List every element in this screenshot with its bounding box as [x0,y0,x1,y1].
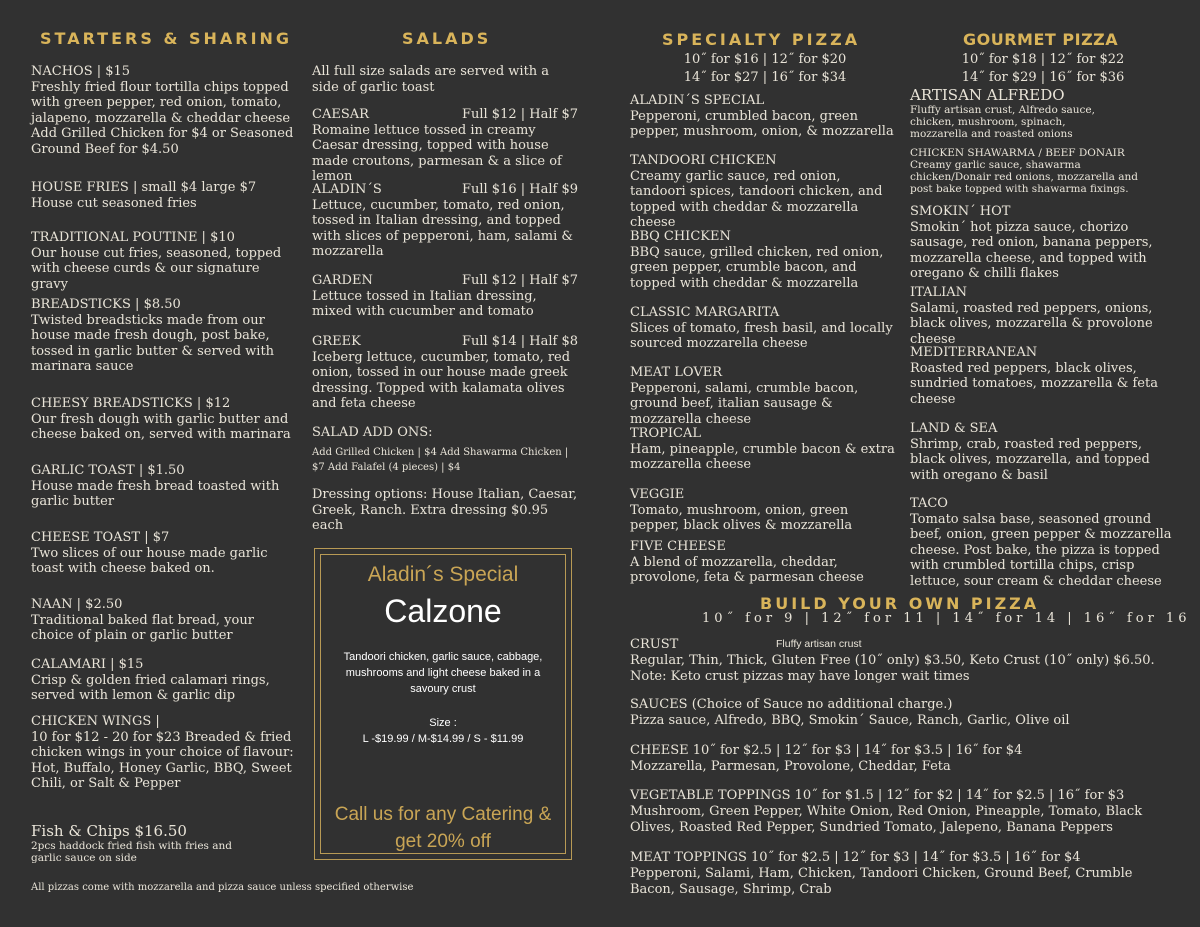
item-name: BREADSTICKS | $8.50 [31,297,181,312]
item-desc: 2pcs haddock fried fish with fries and garlic sauce on side [31,839,233,864]
menu-item [910,496,1178,589]
crust-note: Fluffy artisan crust [776,638,862,650]
menu-item [31,530,299,577]
item-price: Full $14 | Half $8 [461,334,578,349]
item-desc: Our fresh dough with garlic butter and cheese baked on, served with marinara [31,411,291,442]
byo-title: BUILD YOUR OWN PIZZA [760,594,1040,613]
meat-title: MEAT TOPPINGS 10˝ for $2.5 | 12˝ for $3 | 14˝ for $3.5 | 16˝ for $4 [630,850,1081,865]
byo-sizes: 10˝ for 9 | 12˝ for 11 | 14˝ for 14 | 16˝ for 16 [702,611,1191,626]
item-desc: Pepperoni, salami, crumble bacon, ground beef, italian sausage & mozzarella cheese [630,380,859,427]
calzone-sizes [315,715,571,747]
item-desc: Twisted breadsticks made from our house made fresh dough, post bake, tossed in garlic butter & served with marinara sauce [31,312,275,374]
item-desc: Our house cut fries, seasoned, topped with cheese curds & our signature gravy [31,245,282,292]
item-name: CALAMARI | $15 [31,657,144,672]
menu-item [910,421,1178,483]
item-desc: Smokin´ hot pizza sauce, chorizo sausage, red onion, banana peppers, mozzarella cheese, and topped with oregano & chilli flakes [910,219,1153,281]
item-name: FIVE CHEESE [630,539,726,554]
item-name: ALADIN´S SPECIAL [630,93,765,108]
item-name: MEDITERRANEAN [910,345,1038,360]
item-desc: Two slices of our house made garlic toast with cheese baked on. [31,545,268,576]
item-name: TANDOORI CHICKEN [630,153,777,168]
calzone-box [314,548,572,860]
salads-intro: All full size salads are served with a side of garlic toast [312,64,550,95]
item-price: Full $12 | Half $7 [461,107,578,122]
item-desc: Roasted red peppers, black olives, sundried tomatoes, mozzarella & feta cheese [910,360,1158,407]
sauces-desc: Pizza sauce, Alfredo, BBQ, Smokin´ Sauce, Ranch, Garlic, Olive oil [630,713,1070,728]
item-desc: Traditional baked flat bread, your choice of plain or garlic butter [31,612,254,643]
item-desc: Tomato salsa base, seasoned ground beef, onion, green pepper & mozzarella cheese. Post bake, the pizza is topped with crumbled tortilla chips, crisp lettuce, sour cream & cheddar cheese [910,511,1172,589]
calzone-desc: Tandoori chicken, garlic sauce, cabbage, mushrooms and light cheese baked in a savoury crust [343,651,543,695]
menu-item [31,64,299,157]
crust-title: CRUST [630,637,679,652]
item-name: NAAN | $2.50 [31,597,123,612]
item-name: HOUSE FRIES | small $4 large $7 [31,180,257,195]
menu-item [312,107,578,185]
size-label: Size : [429,717,457,729]
item-price: Full $16 | Half $9 [461,182,578,197]
menu-item [630,153,898,231]
item-name: ARTISAN ALFREDO [910,86,1065,104]
item-name: SMOKIN´ HOT [910,204,1011,219]
menu-item [910,147,1146,195]
gourmet-price-2: 14˝ for $29 | 16˝ for $36 [961,70,1125,85]
meat-desc: Pepperoni, Salami, Ham, Chicken, Tandoori Chicken, Ground Beef, Crumble Bacon, Sausage, Shrimp, Crab [630,866,1133,897]
salads-title: SALADS [402,29,492,48]
addons-title: SALAD ADD ONS: [312,425,433,440]
item-name: TRADITIONAL POUTINE | $10 [31,230,235,245]
item-name: CHEESY BREADSTICKS | $12 [31,396,231,411]
item-desc: Salami, roasted red peppers, onions, black olives, mozzarella & provolone cheese [910,300,1153,347]
menu-item [910,88,1110,140]
veg-desc: Mushroom, Green Pepper, White Onion, Red Onion, Pineapple, Tomato, Black Olives, Roasted Red Pepper, Sundried Tomato, Jalepeno, Banana Peppers [630,804,1143,835]
item-desc: Tomato, mushroom, onion, green pepper, black olives & mozzarella [630,502,853,533]
item-desc: Iceberg lettuce, cucumber, tomato, red onion, tossed in our house made greek dressing. Topped with kalamata olives and feta cheese [312,349,571,411]
size-prices: L -$19.99 / M-$14.99 / S - $11.99 [362,733,524,745]
item-desc: Lettuce, cucumber, tomato, red onion, tossed in Italian dressing, and topped with slices of pepperoni, ham, salami & mozzarella [312,197,573,259]
item-desc: Freshly fried flour tortilla chips topped with green pepper, red onion, tomato, jalapeno, mozzarella & cheddar cheese Add Grilled Chicken for $4 or Seasoned Ground Beef for $4.50 [31,79,294,157]
calzone-title: Calzone [384,593,502,629]
menu-item [630,365,898,427]
item-name: Fish & Chips $16.50 [31,822,187,840]
item-name: NACHOS | $15 [31,64,131,79]
catering-offer: Call us for any Catering & get 20% off [334,804,552,852]
specialty-price-1: 10˝ for $16 | 12˝ for $20 [683,52,847,67]
menu-item [312,182,578,260]
item-name: CHICKEN SHAWARMA / BEEF DONAIR [910,147,1125,159]
item-name: VEGGIE [630,487,685,502]
menu-item [910,285,1178,347]
menu-item [910,204,1178,282]
item-desc: A blend of mozzarella, cheddar, provolone, feta & parmesan cheese [630,554,864,585]
menu-item [31,824,261,864]
menu-item [630,305,898,352]
gourmet-price-1: 10˝ for $18 | 12˝ for $22 [961,52,1125,67]
item-desc: Lettuce tossed in Italian dressing, mixed with cucumber and tomato [312,288,537,319]
item-name: CHICKEN WINGS | [31,714,160,729]
menu-item [31,657,299,704]
item-name: CHEESE TOAST | $7 [31,530,170,545]
menu-item [910,345,1178,407]
item-desc: 10 for $12 - 20 for $23 Breaded & fried chicken wings in your choice of flavour: Hot, Buffalo, Honey Garlic, BBQ, Sweet Chili, or Salt & Pepper [31,729,294,791]
item-name: TROPICAL [630,426,701,441]
specialty-title: SPECIALTY PIZZA [662,30,861,49]
item-name: MEAT LOVER [630,365,723,380]
item-name: TACO [910,496,948,511]
starters-title: STARTERS & SHARING [40,29,293,48]
item-desc: Ham, pineapple, crumble bacon & extra mozzarella cheese [630,441,895,472]
item-desc: BBQ sauce, grilled chicken, red onion, green pepper, crumble bacon, and topped with cheddar & mozzarella [630,244,884,291]
menu-item [630,229,898,291]
item-desc: Romaine lettuce tossed in creamy Caesar dressing, topped with house made croutons, parmesan & a slice of lemon [312,122,562,184]
item-desc: Creamy garlic sauce, red onion, tandoori spices, tandoori chicken, and topped with cheddar & mozzarella cheese [630,168,883,230]
menu-item [312,273,578,320]
dressing-options: Dressing options: House Italian, Caesar, Greek, Ranch. Extra dressing $0.95 each [312,487,578,533]
item-name: GARLIC TOAST | $1.50 [31,463,185,478]
item-desc: Crisp & golden fried calamari rings, served with lemon & garlic dip [31,672,270,703]
menu-item [31,297,299,375]
menu-item [31,396,299,443]
menu-item [31,180,256,211]
item-desc: Pepperoni, crumbled bacon, green pepper, mushroom, onion, & mozzarella [630,108,894,139]
item-desc: Creamy garlic sauce, shawarma chicken/Donair red onions, mozzarella and post bake topped with shawarma fixings. [910,159,1139,195]
specialty-price-2: 14˝ for $27 | 16˝ for $34 [683,70,847,85]
item-name: LAND & SEA [910,421,998,436]
menu-item [31,463,299,510]
item-name: CLASSIC MARGARITA [630,305,780,320]
addons-list: Add Grilled Chicken | $4 Add Shawarma Chicken | $7 Add Falafel (4 pieces) | $4 [312,447,569,473]
menu-item [630,426,898,473]
menu-item [31,597,299,644]
menu-item [31,714,299,792]
item-name: ALADIN´S [312,182,382,197]
calzone-subtitle: Aladin´s Special [367,563,519,586]
veg-title: VEGETABLE TOPPINGS 10˝ for $1.5 | 12˝ for $2 | 14˝ for $2.5 | 16˝ for $3 [630,788,1125,803]
item-name: ITALIAN [910,285,968,300]
menu-item [630,539,898,586]
footnote: All pizzas come with mozzarella and pizza sauce unless specified otherwise [31,882,414,893]
menu-item [31,230,299,292]
item-name: GREEK [312,334,361,349]
item-desc: House made fresh bread toasted with garlic butter [31,478,280,509]
menu-item [630,93,898,140]
gourmet-title: GOURMET PIZZA [963,30,1119,49]
item-name: BBQ CHICKEN [630,229,731,244]
item-name: GARDEN [312,273,373,288]
cheese-desc: Mozzarella, Parmesan, Provolone, Cheddar, Feta [630,759,951,774]
item-desc: Fluffy artisan crust, Alfredo sauce, chicken, mushroom, spinach, mozzarella and roasted onions [910,103,1095,140]
menu-item [630,487,898,534]
item-desc: House cut seasoned fries [31,195,197,211]
cheese-title: CHEESE 10˝ for $2.5 | 12˝ for $3 | 14˝ for $3.5 | 16˝ for $4 [630,743,1023,758]
menu-item [312,334,578,412]
item-name: CAESAR [312,107,369,122]
item-desc: Shrimp, crab, roasted red peppers, black olives, mozzarella, and topped with oregano & basil [910,436,1150,483]
item-desc: Slices of tomato, fresh basil, and locally sourced mozzarella cheese [630,320,893,351]
sauces-title: SAUCES (Choice of Sauce no additional charge.) [630,697,953,712]
item-price: Full $12 | Half $7 [461,273,578,288]
crust-desc: Regular, Thin, Thick, Gluten Free (10˝ only) $3.50, Keto Crust (10˝ only) $6.50. Note: Keto crust pizzas may have longer wait times [630,653,1155,684]
